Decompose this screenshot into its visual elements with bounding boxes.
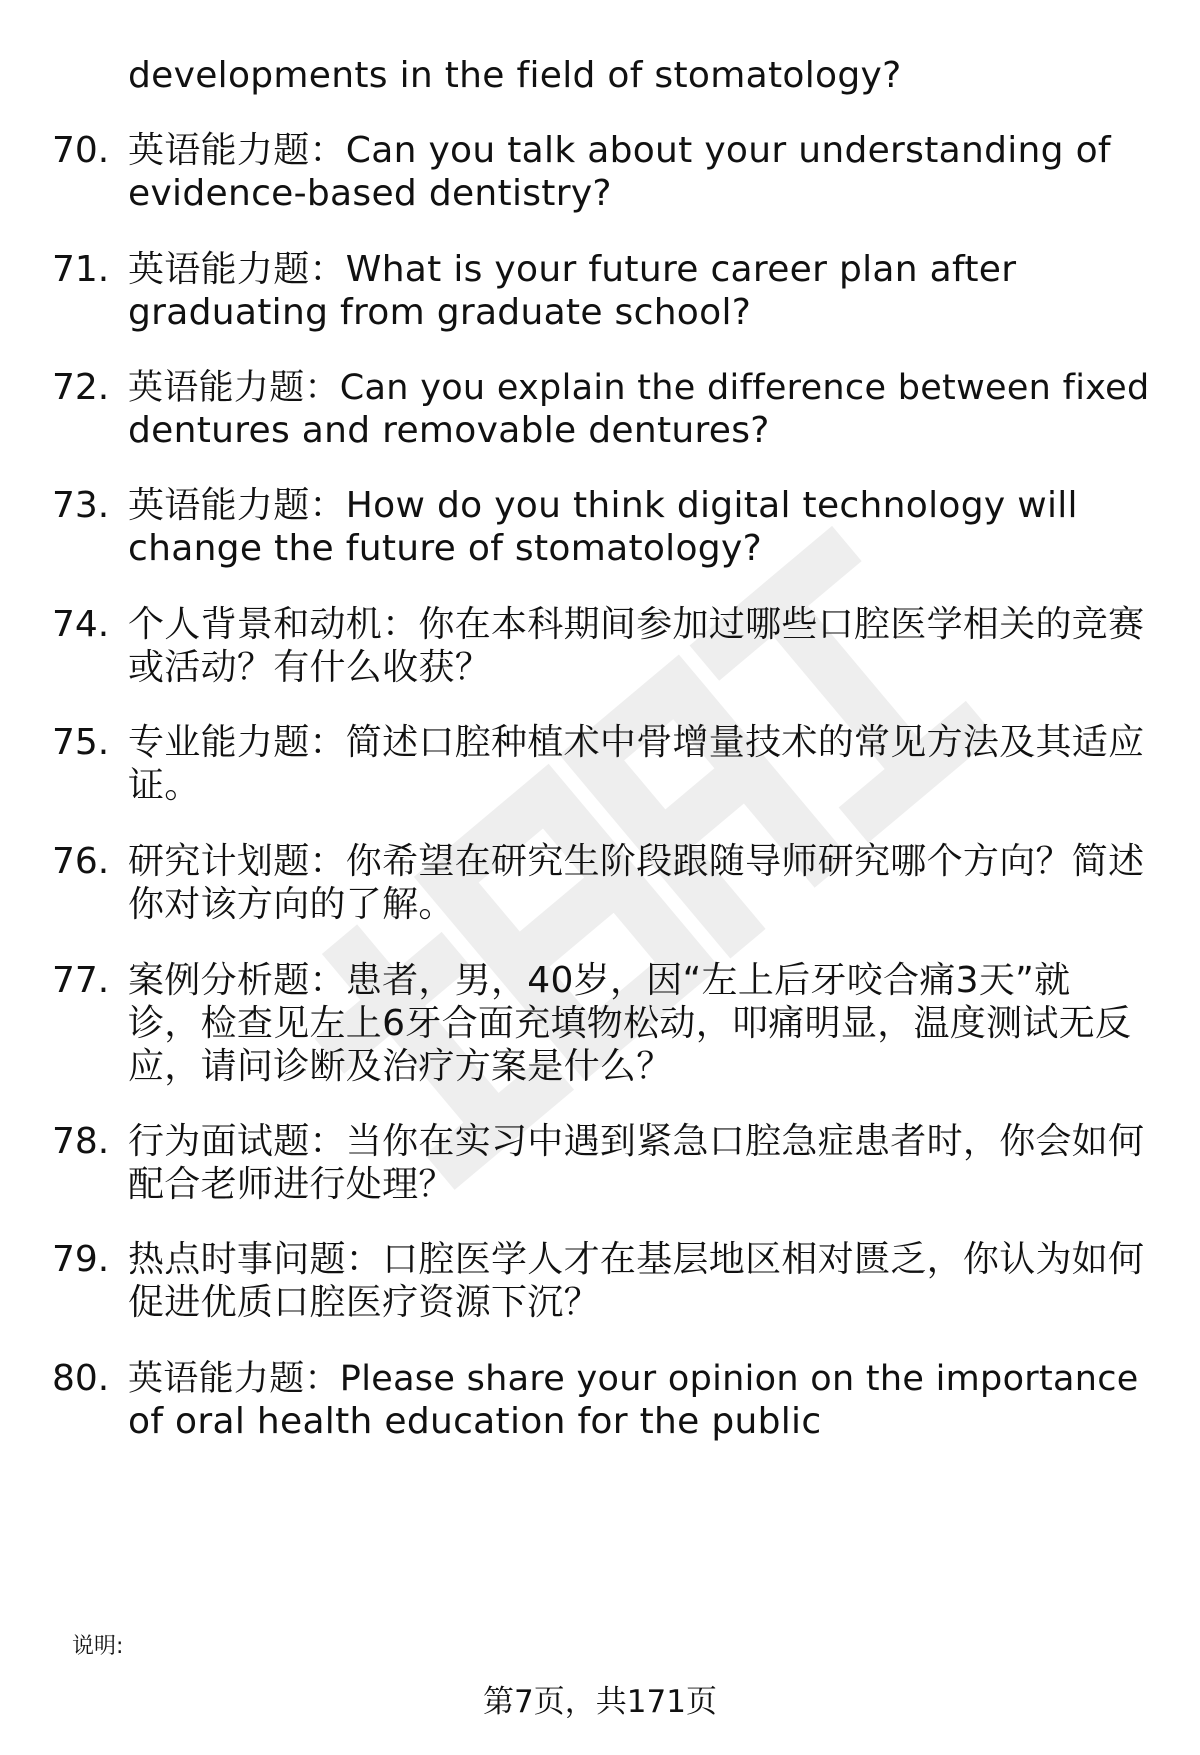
item-number: 77. (52, 960, 110, 1001)
item-number: 75. (52, 722, 110, 763)
page-footer: 第7页，共171页 (483, 1684, 717, 1720)
item-line: 案例分析题：患者，男，40岁，因“左上后牙咬合痛3天”就 (128, 960, 1071, 1001)
item-number: 73. (52, 485, 110, 526)
item-line: evidence-based dentistry? (128, 173, 612, 214)
item-number: 74. (52, 604, 110, 645)
item-line: 诊，检查见左上6牙合面充填物松动，叩痛明显，温度测试无反 (128, 1003, 1132, 1044)
item-number: 79. (52, 1239, 110, 1280)
item-line: 英语能力题：Can you talk about your understanding of (128, 130, 1111, 171)
item-line: 行为面试题：当你在实习中遇到紧急口腔急症患者时，你会如何 (128, 1121, 1145, 1162)
note-label: 说明: (72, 1634, 124, 1659)
item-line: 研究计划题：你希望在研究生阶段跟随导师研究哪个方向？简述 (128, 841, 1145, 882)
item-number: 78. (52, 1121, 110, 1162)
item-line: 专业能力题：简述口腔种植术中骨增量技术的常见方法及其适应 (128, 722, 1145, 763)
item-line: 应，请问诊断及治疗方案是什么？ (128, 1046, 673, 1087)
item-line: graduating from graduate school? (128, 292, 752, 333)
item-line: 英语能力题：What is your future career plan after (128, 249, 1017, 290)
item-line: 促进优质口腔医疗资源下沉？ (128, 1282, 600, 1323)
item-line: 证。 (128, 765, 201, 806)
item-line: change the future of stomatology? (128, 528, 762, 569)
item-number: 72. (52, 367, 110, 408)
continuation-line: developments in the field of stomatology? (128, 55, 902, 96)
item-line: of oral health education for the public (128, 1401, 822, 1442)
item-number: 71. (52, 249, 110, 290)
item-number: 70. (52, 130, 110, 171)
item-line: 英语能力题：How do you think digital technology will (128, 485, 1078, 526)
item-line: 配合老师进行处理？ (128, 1164, 455, 1205)
item-line: 英语能力题：Can you explain the difference between fixed (128, 368, 1150, 408)
item-number: 76. (52, 841, 110, 882)
item-line: 个人背景和动机：你在本科期间参加过哪些口腔医学相关的竞赛 (128, 604, 1145, 645)
item-line: 或活动？有什么收获？ (128, 647, 492, 688)
item-number: 80. (52, 1358, 110, 1399)
item-line: 英语能力题：Please share your opinion on the importance (128, 1359, 1139, 1399)
item-line: dentures and removable dentures? (128, 410, 770, 451)
item-line: 热点时事问题：口腔医学人才在基层地区相对匮乏，你认为如何 (128, 1239, 1145, 1280)
item-line: 你对该方向的了解。 (128, 884, 455, 925)
